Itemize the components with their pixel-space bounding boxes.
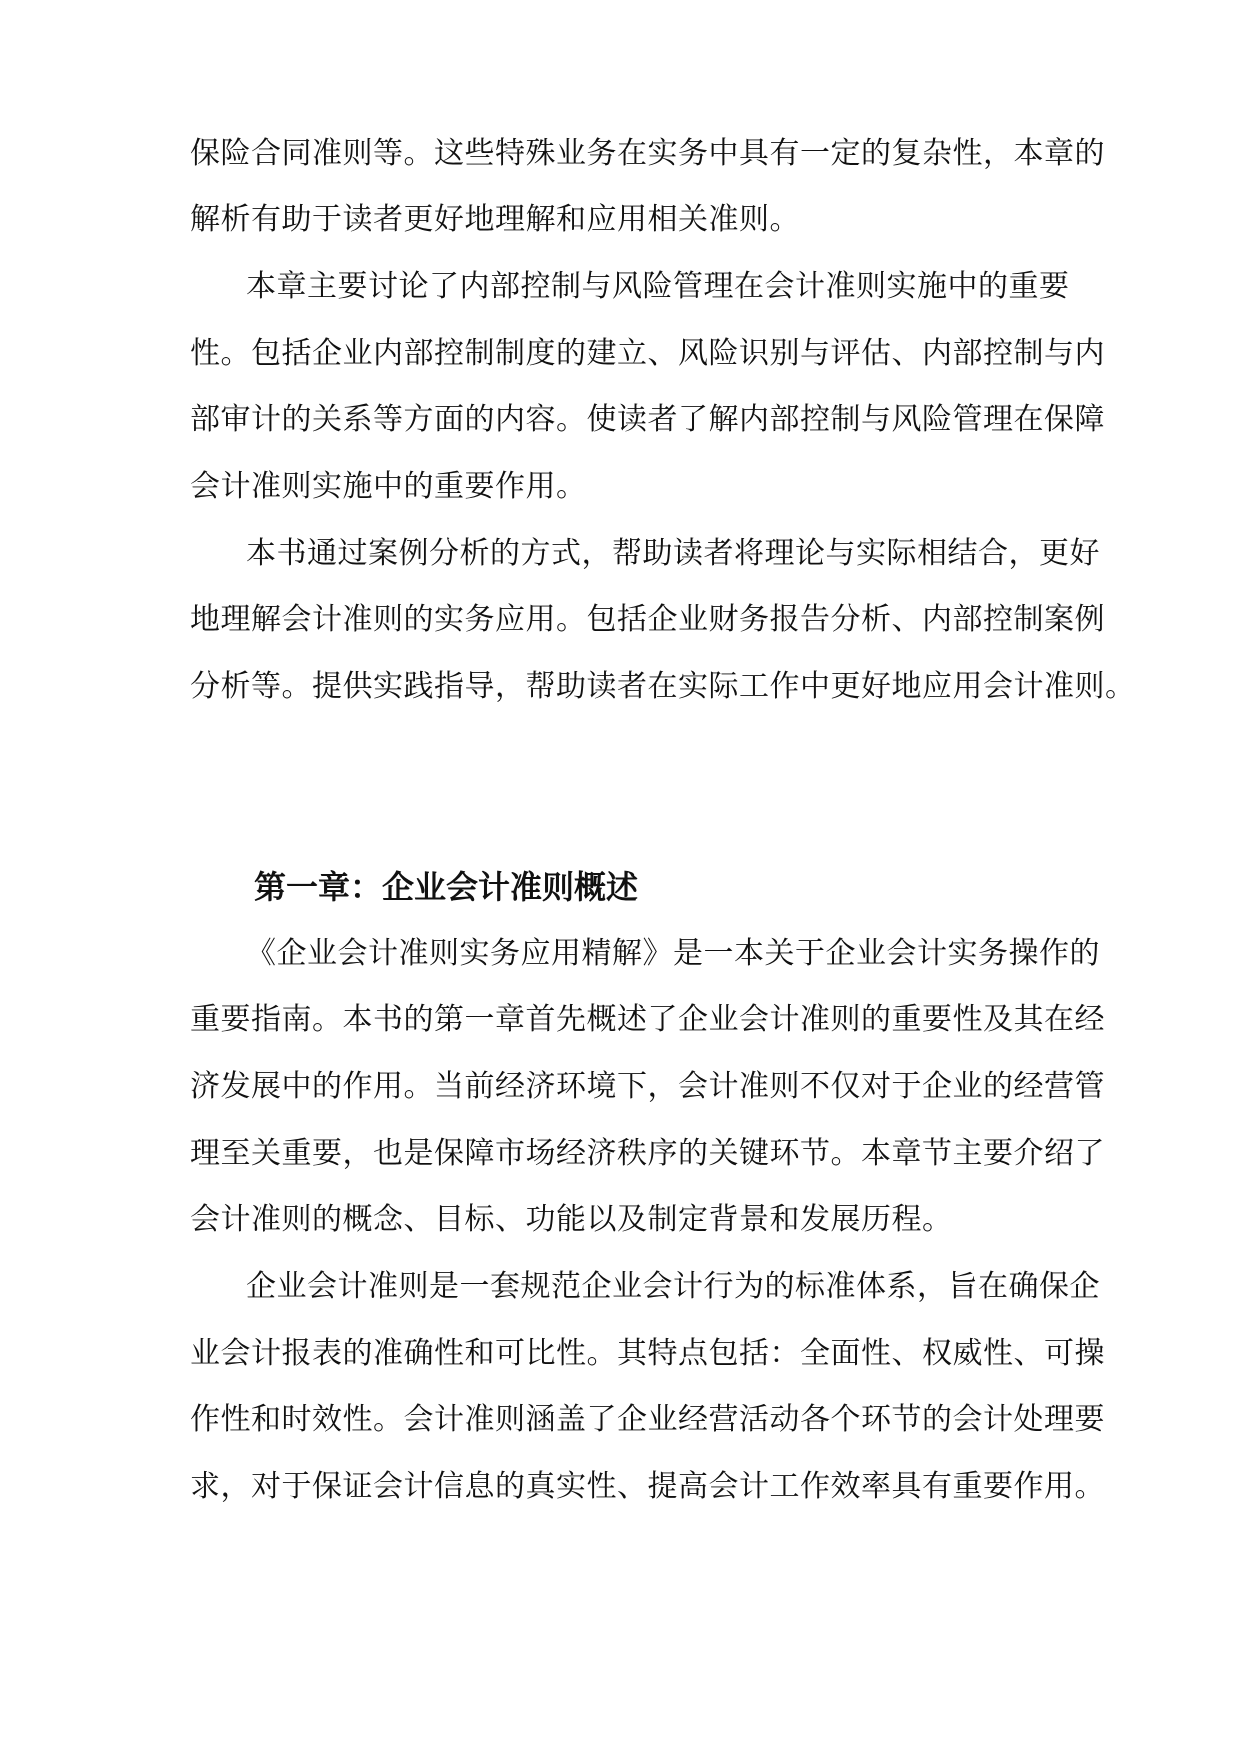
paragraph-line: 地理解会计准则的实务应用。包括企业财务报告分析、内部控制案例: [190, 602, 1105, 637]
paragraph-line: 作性和时效性。会计准则涵盖了企业经营活动各个环节的会计处理要: [190, 1402, 1105, 1437]
paragraph-line: 《企业会计准则实务应用精解》是一本关于企业会计实务操作的: [246, 936, 1100, 971]
paragraph-line: 性。包括企业内部控制制度的建立、风险识别与评估、内部控制与内: [190, 336, 1105, 371]
paragraph-line: 企业会计准则是一套规范企业会计行为的标准体系，旨在确保企: [246, 1269, 1100, 1304]
paragraph-line: 会计准则实施中的重要作用。: [190, 469, 587, 504]
paragraph-line: 求，对于保证会计信息的真实性、提高会计工作效率具有重要作用。: [190, 1469, 1105, 1504]
chapter-heading: 第一章：企业会计准则概述: [254, 868, 639, 906]
paragraph-line: 分析等。提供实践指导，帮助读者在实际工作中更好地应用会计准则。: [190, 669, 1136, 704]
paragraph-line: 解析有助于读者更好地理解和应用相关准则。: [190, 202, 800, 237]
paragraph-line: 保险合同准则等。这些特殊业务在实务中具有一定的复杂性，本章的: [190, 136, 1105, 171]
paragraph-line: 重要指南。本书的第一章首先概述了企业会计准则的重要性及其在经: [190, 1002, 1105, 1037]
paragraph-line: 本书通过案例分析的方式，帮助读者将理论与实际相结合，更好: [246, 536, 1100, 571]
paragraph-line: 业会计报表的准确性和可比性。其特点包括：全面性、权威性、可操: [190, 1336, 1105, 1371]
paragraph-line: 会计准则的概念、目标、功能以及制定背景和发展历程。: [190, 1202, 953, 1237]
paragraph-line: 部审计的关系等方面的内容。使读者了解内部控制与风险管理在保障: [190, 402, 1105, 437]
paragraph-line: 本章主要讨论了内部控制与风险管理在会计准则实施中的重要: [246, 269, 1070, 304]
paragraph-line: 理至关重要，也是保障市场经济秩序的关键环节。本章节主要介绍了: [190, 1136, 1105, 1171]
paragraph-line: 济发展中的作用。当前经济环境下，会计准则不仅对于企业的经营管: [190, 1069, 1105, 1104]
